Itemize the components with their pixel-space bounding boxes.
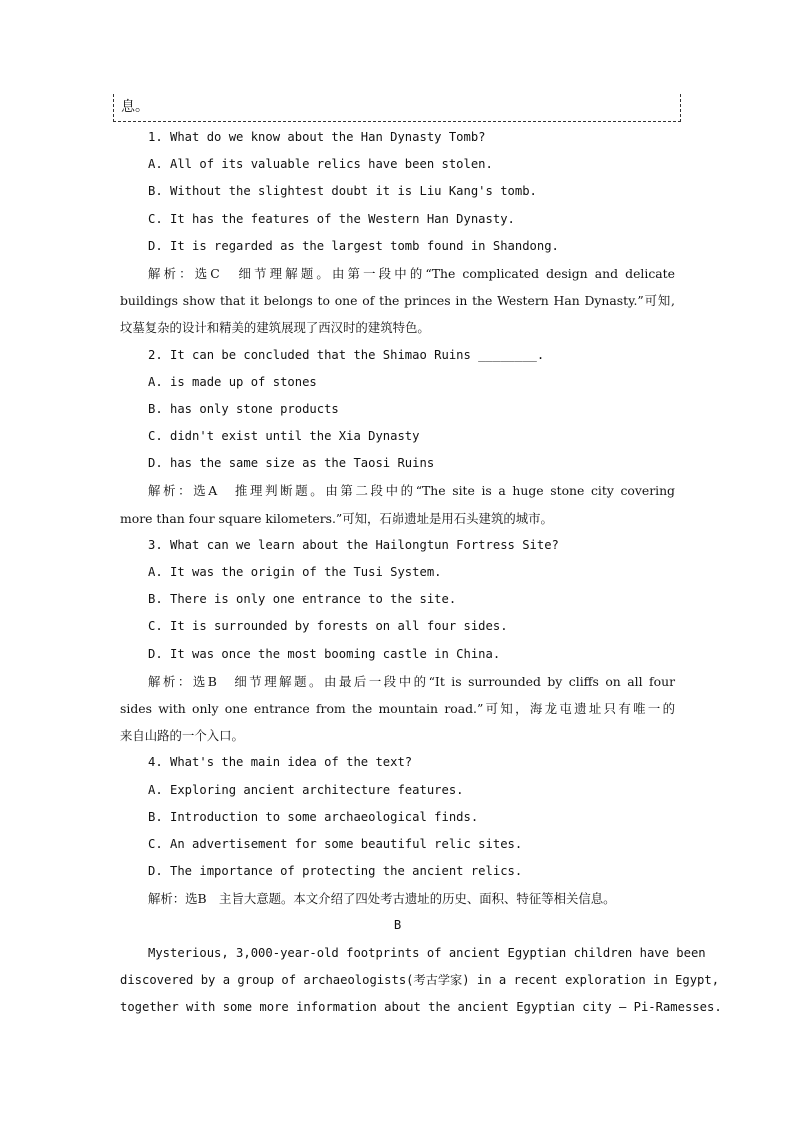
question-block	[120, 124, 675, 342]
option-b: B. There is only one entrance to the site.	[148, 592, 457, 607]
option-b: B. Without the slightest doubt it is Liu Kang's tomb.	[148, 184, 537, 199]
analysis-line: 解析：选C 细节理解题。由第一段中的“The complicated design and delicate	[148, 265, 675, 281]
question-block	[120, 532, 675, 750]
question-block	[120, 749, 675, 912]
option-a: A. Exploring ancient architecture features.	[148, 782, 464, 797]
option-a: A. It was the origin of the Tusi System.	[148, 565, 442, 579]
option-a: A. is made up of stones	[148, 374, 317, 389]
section-heading: B	[393, 918, 402, 933]
analysis-line: 来自山路的一个入口。	[120, 728, 244, 744]
dashed-box-fragment	[113, 94, 681, 122]
option-b: B. Introduction to some archaeological finds.	[148, 809, 479, 824]
paragraph-line: Mysterious, 3,000-year-old footprints of ancient Egyptian children have been	[148, 945, 706, 960]
option-b: B. has only stone products	[148, 401, 339, 416]
analysis-line: 解析：选B 细节理解题。由最后一段中的“It is surrounded by cliffs on all four	[148, 673, 675, 689]
option-d: D. The importance of protecting the ancient relics.	[148, 864, 523, 879]
option-d: D. It was once the most booming castle in China.	[148, 646, 501, 661]
content-area	[120, 124, 722, 1021]
option-c: C. It has the features of the Western Han Dynasty.	[148, 211, 515, 226]
paragraph-line: together with some more information about the ancient Egyptian city — Pi-Ramesses.	[120, 1000, 722, 1014]
option-c: C. An advertisement for some beautiful relic sites.	[148, 836, 523, 851]
section-b	[120, 912, 722, 1021]
option-d: D. has the same size as the Taosi Ruins	[148, 456, 435, 471]
top-fragment-text: 息。	[121, 99, 149, 115]
question-block	[120, 342, 675, 532]
analysis-line: 坟墓复杂的设计和精美的建筑展现了西汉时的建筑特色。	[120, 320, 430, 336]
question-stem: 1. What do we know about the Han Dynasty Tomb?	[148, 130, 486, 144]
analysis-line: buildings show that it belongs to one of the princes in the Western Han Dynasty.”可知,	[120, 293, 675, 309]
paragraph-line: discovered by a group of archaeologists(考古学家) in a recent exploration in Egypt,	[120, 972, 720, 987]
option-c: C. It is surrounded by forests on all four sides.	[148, 619, 508, 634]
analysis-line: sides with only one entrance from the mountain road.”可知，海龙屯遗址只有唯一的	[120, 700, 675, 716]
analysis-line: 解析：选B 主旨大意题。本文介绍了四处考古遗址的历史、面积、特征等相关信息。	[148, 891, 616, 907]
analysis-line: more than four square kilometers.”可知，石峁遗址是用石头建筑的城市。	[120, 510, 553, 526]
question-stem: 2. It can be concluded that the Shimao Ruins ________.	[148, 347, 545, 362]
question-stem: 4. What's the main idea of the text?	[148, 755, 413, 770]
question-stem: 3. What can we learn about the Hailongtun Fortress Site?	[148, 537, 559, 552]
analysis-line: 解析：选A 推理判断题。由第二段中的“The site is a huge stone city covering	[148, 483, 675, 499]
option-a: A. All of its valuable relics have been stolen.	[148, 157, 493, 172]
option-d: D. It is regarded as the largest tomb found in Shandong.	[148, 238, 559, 253]
option-c: C. didn't exist until the Xia Dynasty	[148, 429, 420, 444]
